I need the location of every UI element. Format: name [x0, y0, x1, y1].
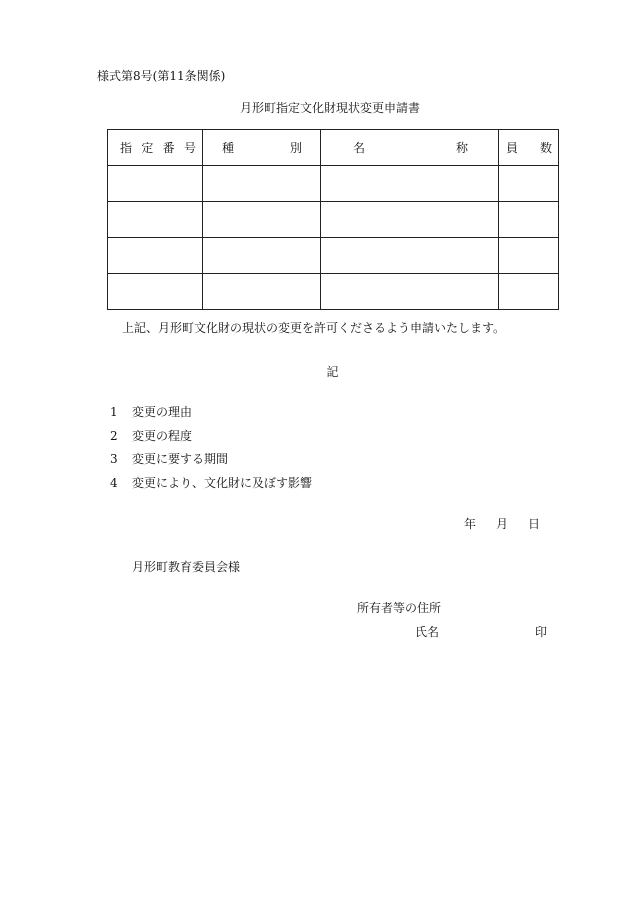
table-cell[interactable] — [203, 238, 321, 274]
item-number: 4 — [110, 476, 118, 490]
item-number: 1 — [110, 405, 118, 419]
designation-table — [107, 129, 559, 310]
list-item — [110, 453, 228, 465]
table-cell[interactable] — [321, 274, 499, 310]
table-row — [108, 238, 559, 274]
item-number: 3 — [110, 452, 118, 466]
header-name: 名 称 — [321, 130, 499, 166]
year-label: 年 — [464, 517, 477, 531]
table-cell[interactable] — [321, 238, 499, 274]
item-label: 変更の程度 — [132, 429, 193, 443]
table-cell[interactable] — [203, 202, 321, 238]
month-label: 月 — [496, 517, 509, 531]
list-item — [110, 406, 192, 418]
owner-name-label: 氏名 — [415, 625, 440, 639]
table-cell[interactable] — [108, 238, 203, 274]
item-number: 2 — [110, 429, 118, 443]
form-number: 様式第8号(第11条関係) — [97, 69, 226, 83]
item-label: 変更により、文化財に及ぼす影響 — [132, 476, 313, 490]
table-row — [108, 166, 559, 202]
table-cell[interactable] — [108, 166, 203, 202]
header-designation-number: 指 定 番 号 — [108, 130, 203, 166]
table-cell[interactable] — [499, 238, 559, 274]
table-cell[interactable] — [203, 166, 321, 202]
ki-heading: 記 — [326, 365, 339, 379]
table-cell[interactable] — [203, 274, 321, 310]
table-cell[interactable] — [499, 166, 559, 202]
day-label: 日 — [528, 517, 541, 531]
item-label: 変更に要する期間 — [132, 452, 229, 466]
table-cell[interactable] — [499, 274, 559, 310]
table-cell[interactable] — [321, 166, 499, 202]
seal-label: 印 — [535, 625, 548, 639]
item-label: 変更の理由 — [132, 405, 193, 419]
table-row — [108, 274, 559, 310]
date-line — [464, 518, 540, 530]
owner-address-label: 所有者等の住所 — [357, 601, 442, 615]
list-item — [110, 430, 192, 442]
list-item — [110, 477, 312, 489]
application-statement: 上記、月形町文化財の現状の変更を許可くださるよう申請いたします。 — [122, 321, 506, 335]
table-cell[interactable] — [321, 202, 499, 238]
table-cell[interactable] — [108, 274, 203, 310]
header-count: 員 数 — [499, 130, 559, 166]
header-type: 種 別 — [203, 130, 321, 166]
table-cell[interactable] — [108, 202, 203, 238]
table-header-row — [108, 130, 559, 166]
table-cell[interactable] — [499, 202, 559, 238]
addressee: 月形町教育委員会様 — [132, 560, 241, 574]
document-title: 月形町指定文化財現状変更申請書 — [239, 101, 420, 115]
table-row — [108, 202, 559, 238]
